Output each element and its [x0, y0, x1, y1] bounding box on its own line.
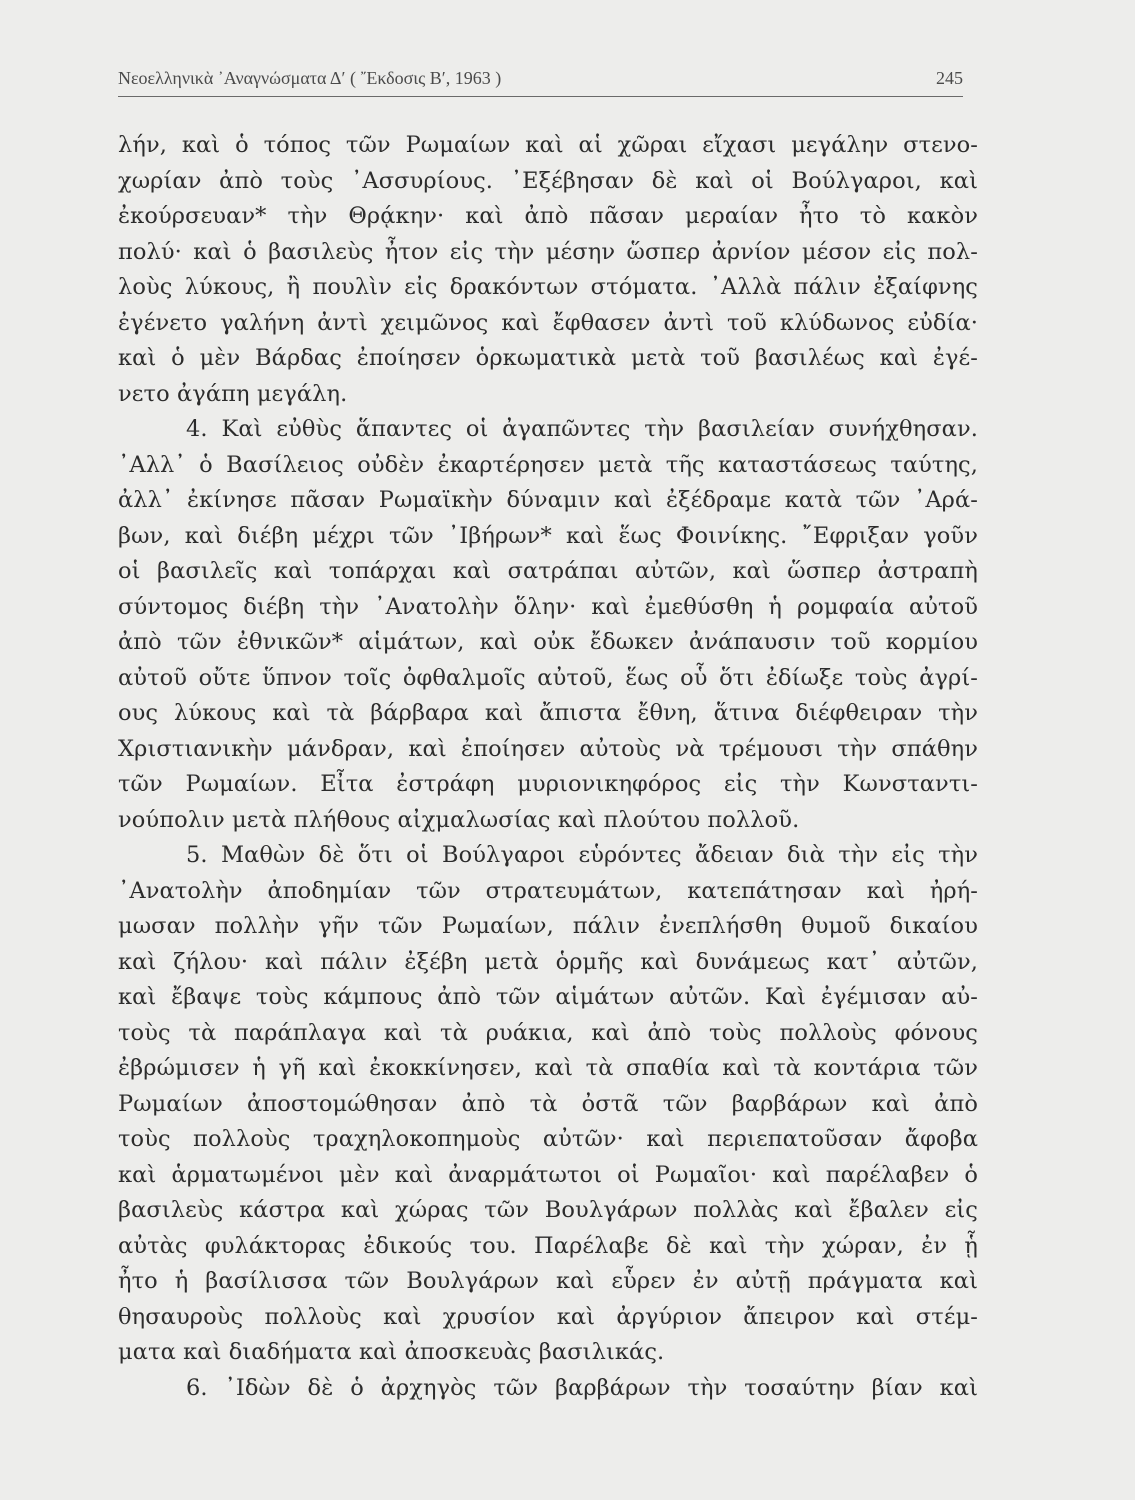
text-line: καὶ ἔβαψε τοὺς κάμπους ἀπὸ τῶν αἱμάτων αὐτῶν. Καὶ ἐγέμισαν αὐ-: [118, 984, 978, 1010]
text-line: ᾽Ανατολὴν ἀποδημίαν τῶν στρατευμάτων, κατεπάτησαν καὶ ἠρή-: [118, 877, 978, 904]
text-line: ἐγένετο γαλήνη ἀντὶ χειμῶνος καὶ ἔφθασεν ἀντὶ τοῦ κλύδωνος εὐδία·: [118, 309, 978, 336]
page-header: [118, 62, 963, 97]
text-line: χωρίαν ἀπὸ τοὺς ᾽Ασσυρίους. ᾽Εξέβησαν δὲ καὶ οἱ Βούλγαροι, καὶ: [118, 167, 978, 194]
text-line: Χριστιανικὴν μάνδραν, καὶ ἐποίησεν αὐτοὺς νὰ τρέμουσι τὴν σπάθην: [118, 735, 978, 762]
text-line: βασιλεὺς κάστρα καὶ χώρας τῶν Βουλγάρων πολλὰς καὶ ἔβαλεν εἰς: [118, 1197, 978, 1223]
text-line: νετο ἀγάπη μεγάλη.: [118, 380, 348, 407]
text-line: 6. ᾽Ιδὼν δὲ ὁ ἀρχηγὸς τῶν βαρβάρων τὴν τοσαύτην βίαν καὶ: [186, 1374, 978, 1401]
text-line: οἱ βασιλεῖς καὶ τοπάρχαι καὶ σατράπαι αὐτῶν, καὶ ὥσπερ ἀστραπὴ: [118, 558, 978, 584]
text-line: μωσαν πολλὴν γῆν τῶν Ρωμαίων, πάλιν ἐνεπλήσθη θυμοῦ δικαίου: [118, 913, 978, 939]
text-line: λοὺς λύκους, ἢ πουλὶν εἰς δρακόντων στόματα. ᾽Αλλὰ πάλιν ἐξαίφνης: [118, 274, 978, 300]
text-line: ἀπὸ τῶν ἐθνικῶν* αἱμάτων, καὶ οὐκ ἔδωκεν ἀνάπαυσιν τοῦ κορμίου: [118, 629, 978, 655]
text-line: 5. Μαθὼν δὲ ὅτι οἱ Βούλγαροι εὑρόντες ἄδειαν διὰ τὴν εἰς τὴν: [186, 842, 978, 868]
text-line: τοὺς πολλοὺς τραχηλοκοπημοὺς αὐτῶν· καὶ περιεπατοῦσαν ἄφοβα: [118, 1126, 978, 1152]
text-line: τῶν Ρωμαίων. Εἶτα ἐστράφη μυριονικηφόρος εἰς τὴν Κωνσταντι-: [118, 771, 978, 797]
text-line: ματα καὶ διαδήματα καὶ ἀποσκευὰς βασιλικάς.: [118, 1339, 665, 1365]
running-title: Νεοελληνικὰ ᾽Αναγνώσματα Δ′ ( ῎Εκδοσις Β′, 1963 ): [118, 68, 502, 88]
body-text: [118, 128, 978, 1406]
text-line: ἀλλ᾽ ἐκίνησε πᾶσαν Ρωμαϊκὴν δύναμιν καὶ ἐξέδραμε κατὰ τῶν ᾽Αρά-: [118, 487, 978, 513]
text-line: καὶ ζήλου· καὶ πάλιν ἐξέβη μετὰ ὁρμῆς καὶ δυνάμεως κατ᾽ αὐτῶν,: [118, 948, 978, 975]
text-line: αὐτοῦ οὔτε ὕπνον τοῖς ὀφθαλμοῖς αὐτοῦ, ἕως οὗ ὅτι ἐδίωξε τοὺς ἀγρί-: [118, 664, 978, 691]
page-number: 245: [936, 68, 963, 88]
text-line: 4. Καὶ εὐθὺς ἅπαντες οἱ ἀγαπῶντες τὴν βασιλείαν συνήχθησαν.: [186, 416, 978, 442]
text-line: ἐβρώμισεν ἡ γῆ καὶ ἐκοκκίνησεν, καὶ τὰ σπαθία καὶ τὰ κοντάρια τῶν: [118, 1055, 978, 1081]
text-line: καὶ ὁ μὲν Βάρδας ἐποίησεν ὁρκωματικὰ μετὰ τοῦ βασιλέως καὶ ἐγέ-: [118, 345, 978, 371]
text-line: νούπολιν μετὰ πλήθους αἰχμαλωσίας καὶ πλούτου πολλοῦ.: [118, 806, 800, 833]
text-line: ους λύκους καὶ τὰ βάρβαρα καὶ ἄπιστα ἔθνη, ἅτινα διέφθειραν τὴν: [118, 700, 978, 726]
text-line: ἐκούρσευαν* τὴν Θρᾴκην· καὶ ἀπὸ πᾶσαν μεραίαν ἦτο τὸ κακὸν: [118, 203, 978, 229]
text-line: ἦτο ἡ βασίλισσα τῶν Βουλγάρων καὶ εὗρεν ἐν αὐτῇ πράγματα καὶ: [118, 1268, 978, 1294]
text-line: θησαυροὺς πολλοὺς καὶ χρυσίον καὶ ἀργύριον ἄπειρον καὶ στέμ-: [118, 1303, 978, 1330]
text-line: βων, καὶ διέβη μέχρι τῶν ᾽Ιβήρων* καὶ ἕως Φοινίκης. ῎Εφριξαν γοῦν: [118, 522, 978, 549]
text-line: σύντομος διέβη τὴν ᾽Ανατολὴν ὅλην· καὶ ἐμεθύσθη ἡ ρομφαία αὐτοῦ: [118, 593, 978, 620]
text-line: ᾽Αλλ᾽ ὁ Βασίλειος οὐδὲν ἐκαρτέρησεν μετὰ τῆς καταστάσεως ταύτης,: [118, 451, 978, 478]
text-line: λήν, καὶ ὁ τόπος τῶν Ρωμαίων καὶ αἱ χῶραι εἴχασι μεγάλην στενο-: [118, 132, 978, 158]
text-line: τοὺς τὰ παράπλαγα καὶ τὰ ρυάκια, καὶ ἀπὸ τοὺς πολλοὺς φόνους: [118, 1019, 978, 1046]
text-line: Ρωμαίων ἀποστομώθησαν ἀπὸ τὰ ὀστᾶ τῶν βαρβάρων καὶ ἀπὸ: [118, 1090, 978, 1117]
text-line: αὐτὰς φυλάκτορας ἐδικούς του. Παρέλαβε δὲ καὶ τὴν χώραν, ἐν ᾗ: [118, 1232, 978, 1259]
text-line: πολύ· καὶ ὁ βασιλεὺς ἦτον εἰς τὴν μέσην ὥσπερ ἀρνίον μέσον εἰς πολ-: [118, 238, 978, 265]
text-line: καὶ ἁρματωμένοι μὲν καὶ ἀναρμάτωτοι οἱ Ρωμαῖοι· καὶ παρέλαβεν ὁ: [118, 1161, 978, 1188]
